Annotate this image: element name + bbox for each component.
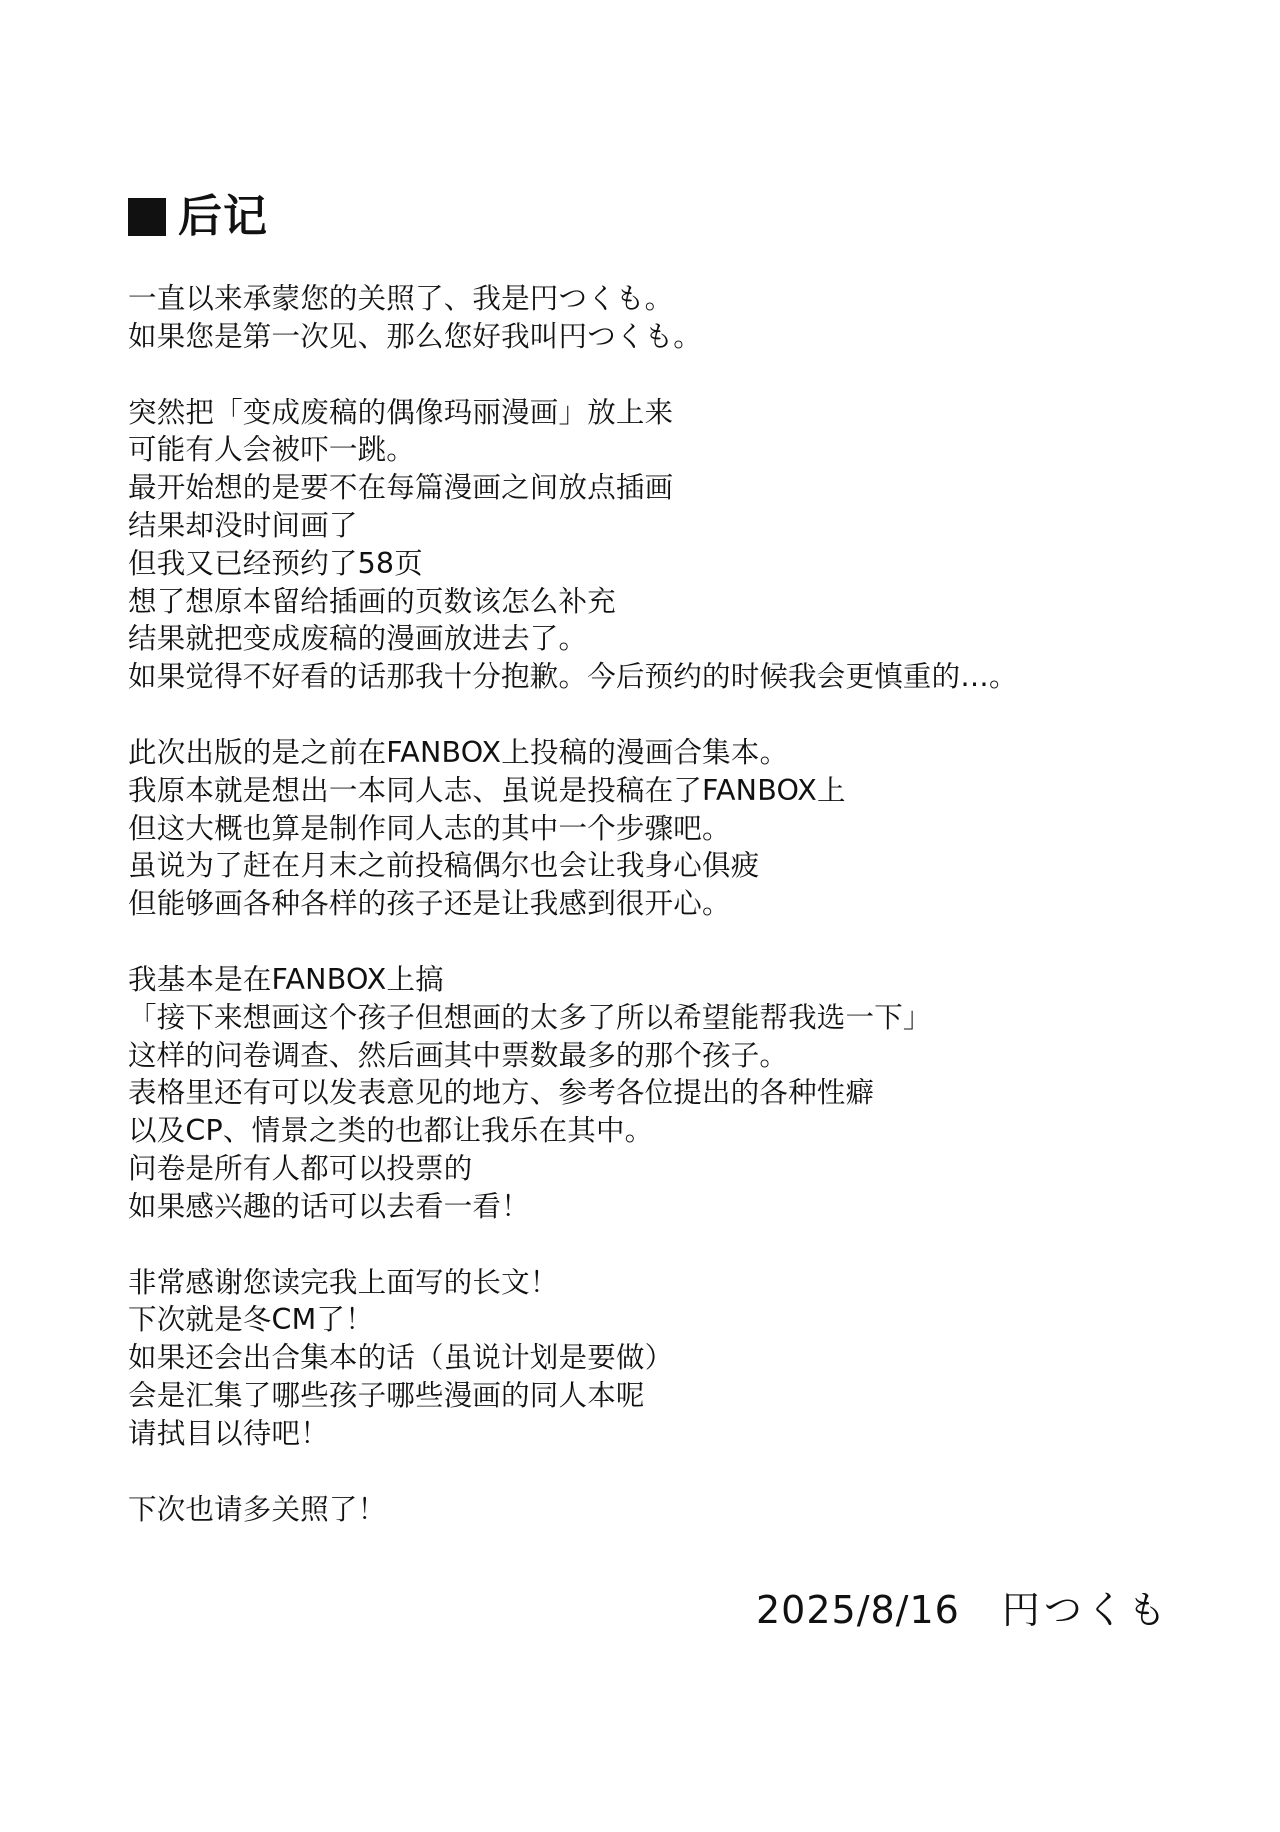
text-line: 如果还会出合集本的话（虽说计划是要做） bbox=[128, 1341, 674, 1375]
text-line: 但我又已经预约了58页 bbox=[128, 546, 423, 580]
afterword-body bbox=[128, 280, 1128, 1566]
text-line: 我基本是在FANBOX上搞 bbox=[128, 962, 444, 996]
text-line: 请拭目以待吧！ bbox=[128, 1416, 329, 1450]
text-line: 虽说为了赶在月末之前投稿偶尔也会让我身心俱疲 bbox=[128, 849, 760, 883]
text-line: 但这大概也算是制作同人志的其中一个步骤吧。 bbox=[128, 811, 731, 845]
text-line: 突然把「变成废稿的偶像玛丽漫画」放上来 bbox=[128, 395, 674, 429]
page-title-text: 后记 bbox=[178, 191, 268, 242]
text-line: 下次也请多关照了！ bbox=[128, 1492, 387, 1526]
paragraph bbox=[128, 1491, 1128, 1529]
paragraph bbox=[128, 961, 1128, 1226]
paragraph bbox=[128, 1264, 1128, 1453]
text-line: 如果您是第一次见、那么您好我叫円つくも。 bbox=[128, 319, 703, 353]
paragraph bbox=[128, 734, 1128, 923]
text-line: 最开始想的是要不在每篇漫画之间放点插画 bbox=[128, 471, 674, 505]
text-line: 以及CP、情景之类的也都让我乐在其中。 bbox=[128, 1114, 654, 1148]
text-line: 想了想原本留给插画的页数该怎么补充 bbox=[128, 584, 616, 618]
text-line: 我原本就是想出一本同人志、虽说是投稿在了FANBOX上 bbox=[128, 773, 846, 807]
paragraph bbox=[128, 394, 1128, 696]
text-line: 一直以来承蒙您的关照了、我是円つくも。 bbox=[128, 282, 674, 315]
text-line: 但能够画各种各样的孩子还是让我感到很开心。 bbox=[128, 887, 731, 921]
text-line: 问卷是所有人都可以投票的 bbox=[128, 1151, 473, 1185]
text-line: 如果觉得不好看的话那我十分抱歉。今后预约的时候我会更慎重的…。 bbox=[128, 660, 1018, 694]
paragraph bbox=[128, 280, 1128, 356]
text-line: 结果就把变成废稿的漫画放进去了。 bbox=[128, 622, 588, 656]
text-line: 结果却没时间画了 bbox=[128, 508, 358, 542]
text-line: 下次就是冬CM了！ bbox=[128, 1303, 374, 1337]
text-line: 会是汇集了哪些孩子哪些漫画的同人本呢 bbox=[128, 1378, 645, 1412]
text-line: 可能有人会被吓一跳。 bbox=[128, 433, 416, 467]
black-square-icon bbox=[128, 198, 166, 236]
page-title bbox=[128, 188, 268, 246]
text-line: 「接下来想画这个孩子但想画的太多了所以希望能帮我选一下」 bbox=[128, 1000, 932, 1034]
text-line: 这样的问卷调查、然后画其中票数最多的那个孩子。 bbox=[128, 1038, 789, 1072]
signature bbox=[756, 1586, 1170, 1634]
signature-date: 2025/8/16 bbox=[756, 1588, 960, 1632]
text-line: 此次出版的是之前在FANBOX上投稿的漫画合集本。 bbox=[128, 735, 789, 769]
signature-author: 円つくも bbox=[1001, 1588, 1170, 1632]
text-line: 非常感谢您读完我上面写的长文！ bbox=[128, 1265, 559, 1299]
text-line: 如果感兴趣的话可以去看一看！ bbox=[128, 1189, 530, 1223]
text-line: 表格里还有可以发表意见的地方、参考各位提出的各种性癖 bbox=[128, 1076, 875, 1110]
